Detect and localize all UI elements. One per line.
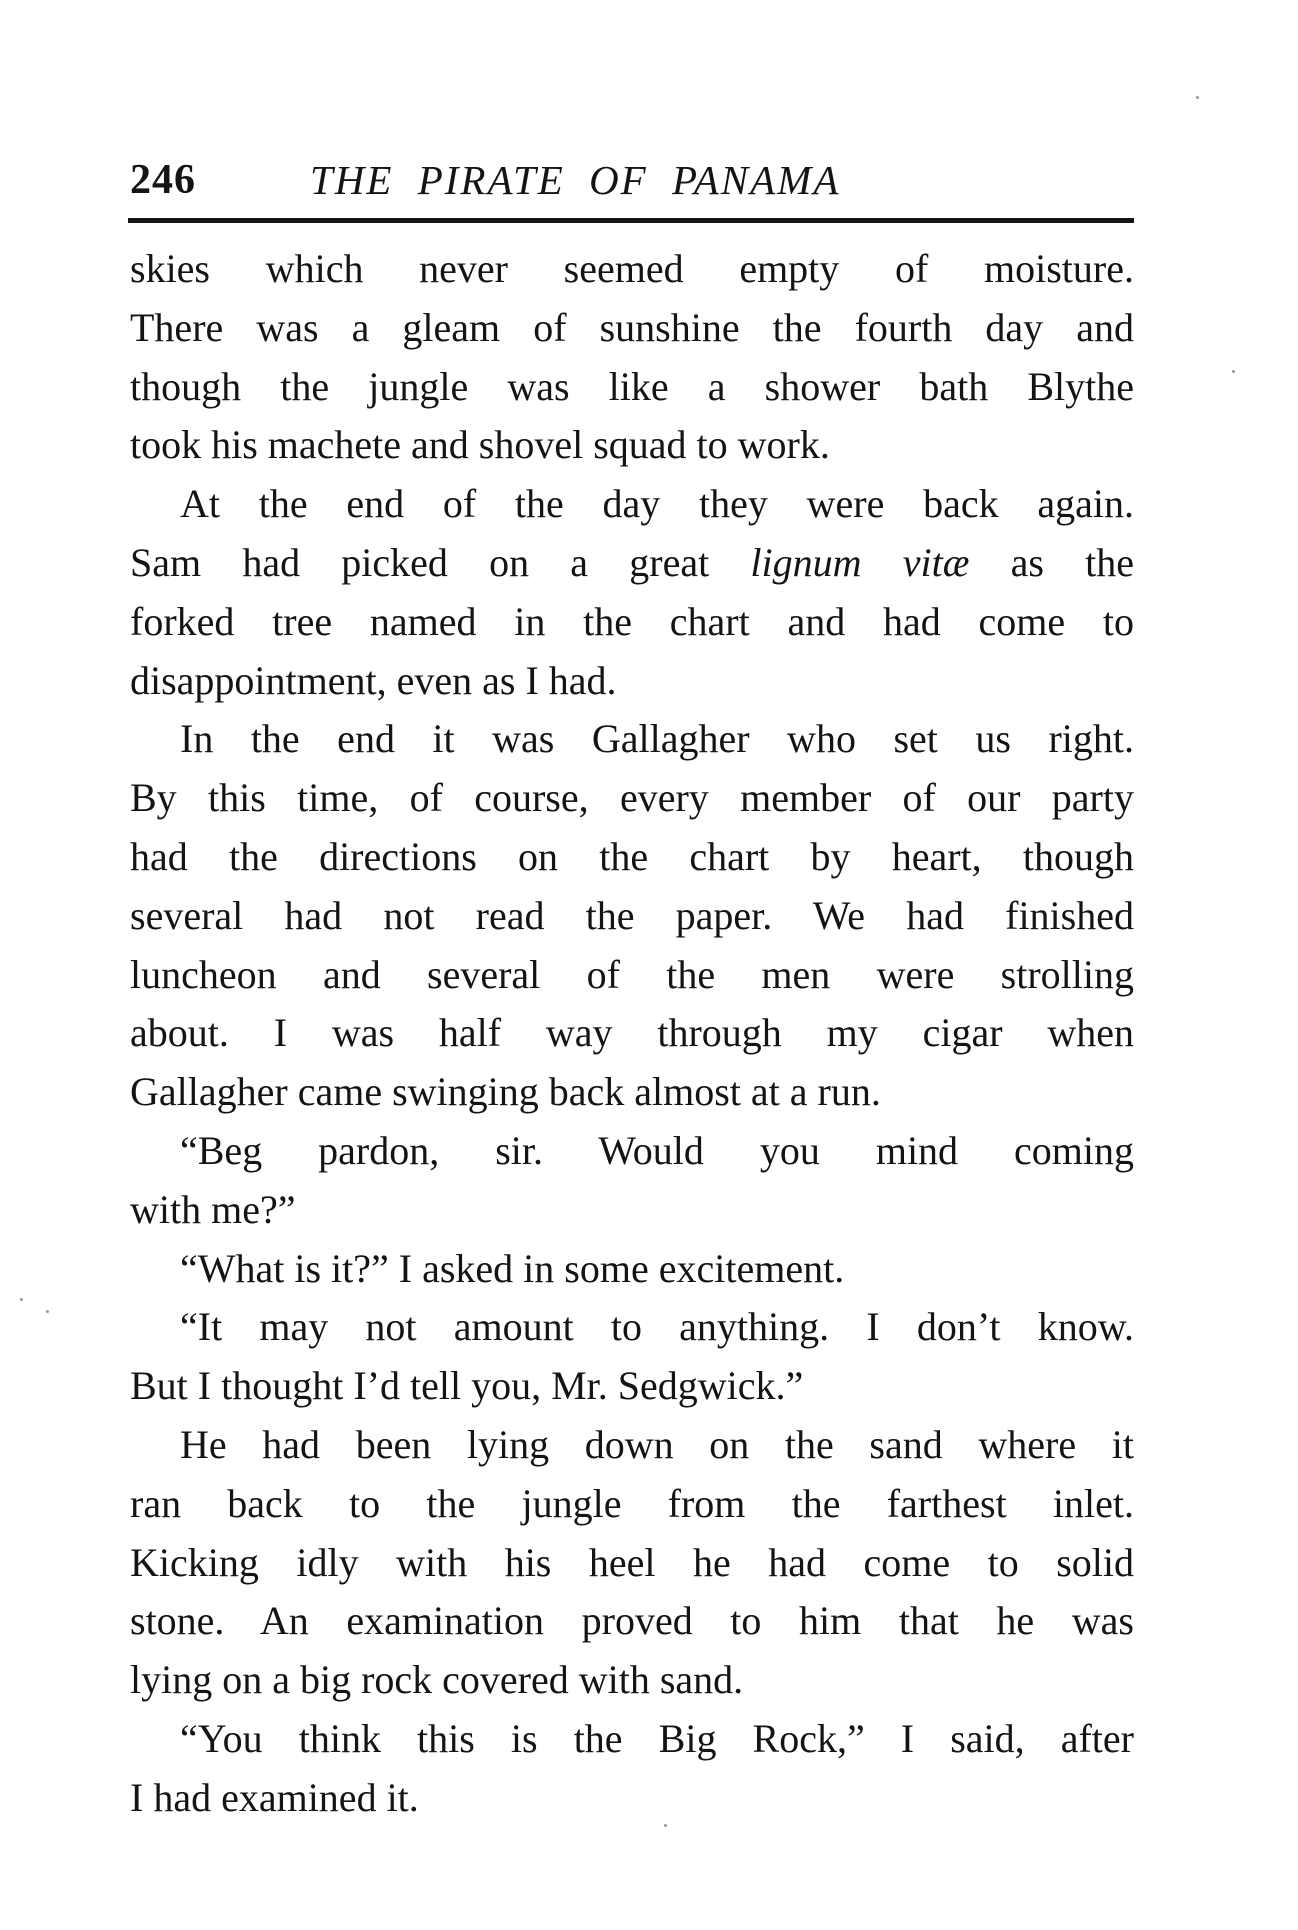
text-line: At the end of the day they were back again.	[180, 481, 1134, 527]
paragraph	[130, 475, 1134, 710]
body-text	[130, 240, 1134, 1828]
paper-speck	[20, 1298, 23, 1301]
text-line: forked tree named in the chart and had come to	[130, 598, 1134, 644]
paragraph	[130, 1298, 1134, 1416]
text-line: I had examined it.	[130, 1774, 419, 1820]
text-line: Kicking idly with his heel he had come to solid	[130, 1539, 1134, 1585]
text-line: “Beg pardon, sir. Would you mind coming	[180, 1127, 1134, 1173]
text-line: disappointment, even as I had.	[130, 657, 617, 703]
text-line: though the jungle was like a shower bath Blythe	[130, 363, 1134, 409]
text-line: had the directions on the chart by heart, though	[130, 833, 1134, 879]
text-line: He had been lying down on the sand where it	[180, 1421, 1134, 1467]
text-line: Sam had picked on a great lignum vitæ as the	[130, 539, 1135, 585]
text-line: took his machete and shovel squad to work.	[130, 422, 830, 468]
paper-speck	[46, 1310, 49, 1313]
text-line: By this time, of course, every member of our party	[130, 775, 1134, 821]
text-line: about. I was half way through my cigar when	[130, 1010, 1134, 1056]
text-line: ran back to the jungle from the farthest inlet.	[130, 1480, 1134, 1526]
paragraph	[130, 240, 1134, 475]
text-line: “You think this is the Big Rock,” I said, after	[180, 1715, 1134, 1761]
text-line: In the end it was Gallagher who set us right.	[180, 716, 1134, 762]
paper-speck	[664, 1824, 667, 1827]
text-line: several had not read the paper. We had finished	[130, 892, 1134, 938]
paragraph	[130, 1240, 1134, 1299]
page-header	[130, 150, 1132, 210]
page-number: 246	[130, 157, 196, 203]
text-line: “What is it?” I asked in some excitement.	[180, 1245, 845, 1291]
running-title: THE PIRATE OF PANAMA	[310, 157, 841, 203]
italic-term: lignum vitæ	[750, 539, 970, 585]
text-line: skies which never seemed empty of moisture.	[130, 246, 1134, 291]
text-line: There was a gleam of sunshine the fourth day and	[130, 304, 1134, 350]
text-line: “It may not amount to anything. I don’t know.	[180, 1304, 1134, 1350]
text-line: with me?”	[130, 1186, 296, 1232]
text-line: But I thought I’d tell you, Mr. Sedgwick.”	[130, 1363, 804, 1409]
paragraph	[130, 1122, 1134, 1240]
text-line: luncheon and several of the men were strolling	[130, 951, 1134, 997]
header-rule	[128, 218, 1134, 223]
paper-speck	[1196, 96, 1199, 99]
text-line: lying on a big rock covered with sand.	[130, 1657, 744, 1703]
paragraph	[130, 710, 1134, 1122]
text-line: Gallagher came swinging back almost at a run.	[130, 1069, 881, 1115]
paragraph	[130, 1710, 1134, 1828]
paper-speck	[1232, 370, 1235, 373]
paragraph	[130, 1416, 1134, 1710]
text-line: stone. An examination proved to him that he was	[130, 1598, 1134, 1644]
